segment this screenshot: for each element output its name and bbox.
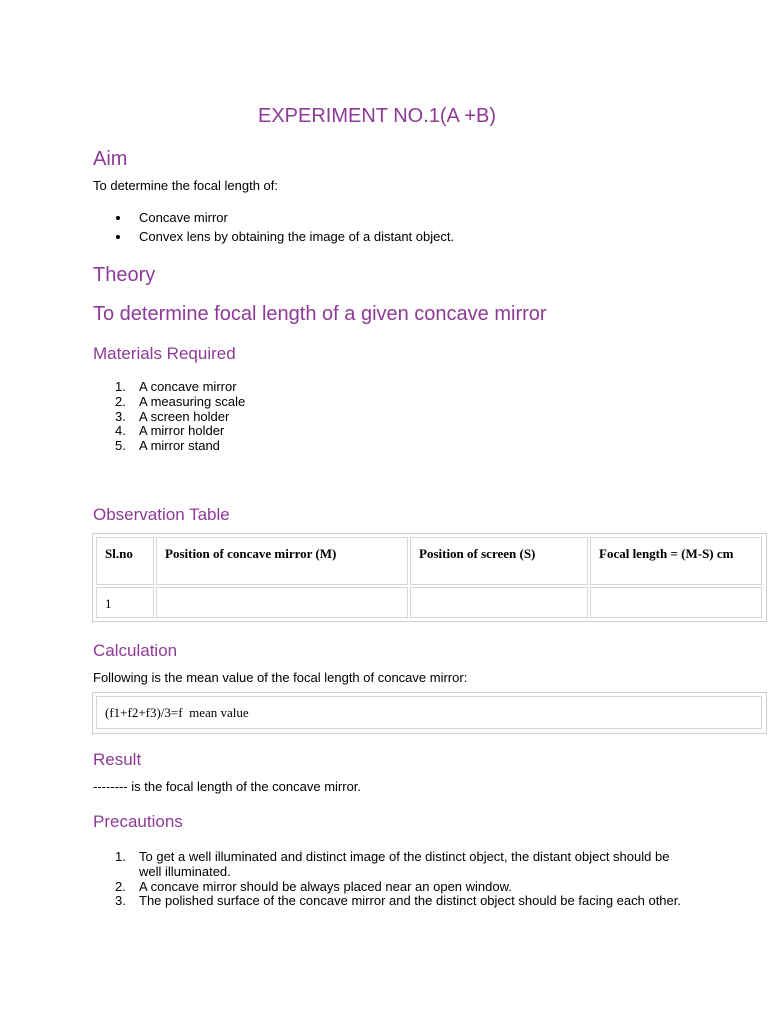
list-item-text: The polished surface of the concave mirror and the distinct object should be facing each other.: [139, 893, 681, 909]
materials-heading: Materials Required: [93, 344, 236, 363]
list-item-text: A screen holder: [139, 408, 230, 424]
list-item: [93, 880, 684, 895]
bullet-icon: [116, 216, 120, 220]
aim-item-text: Convex lens by obtaining the image of a distant object.: [139, 229, 455, 244]
table-header-cell: Sl.no: [96, 537, 154, 585]
list-item-text: A concave mirror: [139, 379, 237, 394]
list-item: [93, 424, 739, 439]
result-text: -------- is the focal length of the concave mirror.: [93, 779, 362, 794]
list-number: 3.: [115, 408, 126, 424]
table-header-cell: Position of screen (S): [410, 537, 588, 585]
materials-list: [93, 380, 739, 454]
observation-heading: Observation Table: [93, 505, 230, 524]
list-item-text: A concave mirror should be always placed near an open window.: [139, 878, 512, 894]
list-number: 1.: [115, 849, 126, 864]
aim-heading: Aim: [93, 148, 128, 170]
list-number: 3.: [115, 893, 126, 909]
precautions-heading: Precautions: [93, 812, 183, 831]
aim-list: [93, 208, 454, 246]
table-header-cell: Focal length = (M-S) cm: [590, 537, 762, 585]
table-cell: [156, 587, 408, 618]
list-item-text: A measuring scale: [139, 393, 246, 409]
theory-subheading: To determine focal length of a given concave mirror: [93, 303, 547, 325]
list-item: [93, 410, 739, 425]
theory-heading: Theory: [93, 264, 156, 286]
list-number: 5.: [115, 438, 126, 454]
list-item: [93, 380, 739, 395]
observation-table: [92, 533, 767, 622]
list-item-text: A mirror stand: [139, 438, 220, 454]
list-number: 4.: [115, 423, 126, 439]
table-cell: [590, 587, 762, 618]
calculation-heading: Calculation: [93, 641, 178, 660]
list-item: [93, 208, 454, 227]
list-number: 2.: [115, 878, 126, 894]
list-number: 1.: [115, 379, 126, 394]
list-item-text: To get a well illuminated and distinct image of the distinct object, the distant object should be well illuminated.: [139, 849, 670, 879]
bullet-icon: [116, 235, 120, 239]
table-cell: [410, 587, 588, 618]
list-number: 2.: [115, 393, 126, 409]
table-cell: 1: [96, 587, 154, 618]
list-item: [93, 850, 684, 880]
list-item: [93, 227, 454, 246]
formula-box: [92, 692, 767, 734]
formula-text: (f1+f2+f3)/3=f mean value: [96, 696, 762, 729]
list-item-text: A mirror holder: [139, 423, 225, 439]
page-title: EXPERIMENT NO.1(A +B): [257, 105, 497, 127]
result-heading: Result: [93, 750, 142, 769]
calculation-intro: Following is the mean value of the focal length of concave mirror:: [93, 670, 468, 685]
list-item: [93, 439, 739, 454]
list-item: [93, 395, 739, 410]
aim-item-text: Concave mirror: [139, 210, 228, 225]
table-header-cell: Position of concave mirror (M): [156, 537, 408, 585]
precautions-list: [93, 850, 684, 909]
aim-intro: To determine the focal length of:: [93, 178, 279, 193]
list-item: [93, 894, 684, 909]
